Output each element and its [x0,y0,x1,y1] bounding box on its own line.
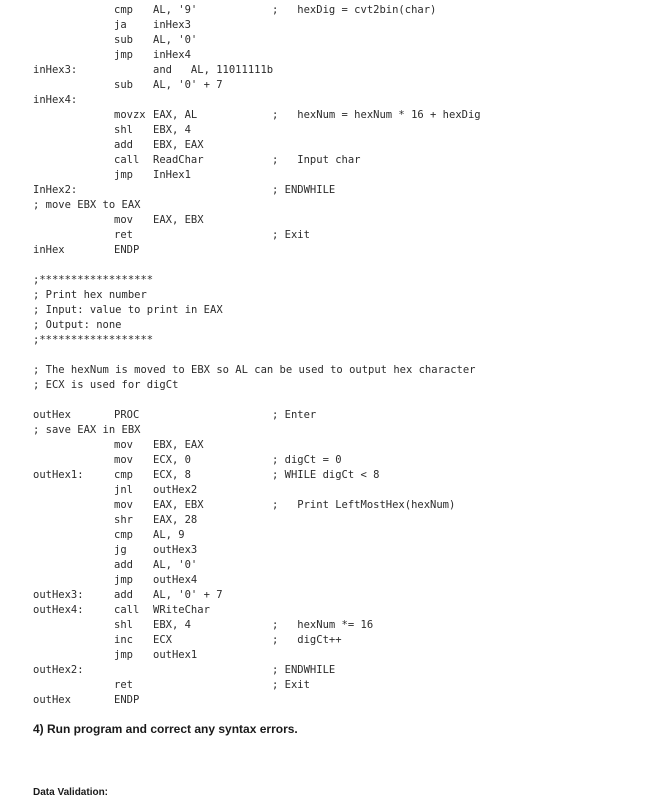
code-mnemonic: jg [114,544,127,556]
code-mnemonic: inc [114,634,133,646]
code-operands: EAX, 28 [153,514,198,526]
code-mnemonic: ENDP [114,694,140,706]
code-label: ; The hexNum is moved to EBX so AL can be used to output hex character [33,364,476,376]
code-comment: ; WHILE digCt < 8 [272,469,380,481]
code-operands: ReadChar [153,154,204,166]
code-operands: EBX, 4 [153,619,191,631]
code-operands: outHex2 [153,484,198,496]
code-mnemonic: mov [114,214,133,226]
code-mnemonic: mov [114,499,133,511]
code-label: inHex4: [33,94,78,106]
code-comment: ; digCt++ [272,634,342,646]
code-operands: EAX, EBX [153,214,204,226]
code-operands: EAX, EBX [153,499,204,511]
code-mnemonic: mov [114,454,133,466]
code-label: outHex [33,409,71,421]
code-operands: inHex3 [153,19,191,31]
code-operands: outHex4 [153,574,198,586]
code-operands: EBX, 4 [153,124,191,136]
code-operands: EBX, EAX [153,139,204,151]
code-mnemonic: shl [114,124,133,136]
code-comment: ; Input char [272,154,361,166]
code-operands: ECX [153,634,172,646]
code-label: ; move EBX to EAX [33,199,141,211]
code-operands: AL, '9' [153,4,198,16]
code-mnemonic: call [114,154,140,166]
code-operands: ECX, 0 [153,454,191,466]
code-comment: ; Enter [272,409,317,421]
code-label: outHex1: [33,469,84,481]
code-label: ; Input: value to print in EAX [33,304,223,316]
code-mnemonic: ret [114,229,133,241]
code-mnemonic: mov [114,439,133,451]
code-comment: ; digCt = 0 [272,454,342,466]
code-mnemonic: jmp [114,49,133,61]
code-operands: and AL, 11011111b [153,64,274,76]
code-label: outHex2: [33,664,84,676]
code-mnemonic: jmp [114,649,133,661]
step-heading: 4) Run program and correct any syntax errors. [33,722,298,736]
code-operands: AL, '0' [153,559,198,571]
code-mnemonic: jnl [114,484,133,496]
code-operands: AL, 9 [153,529,185,541]
code-mnemonic: PROC [114,409,140,421]
code-mnemonic: ja [114,19,127,31]
code-comment: ; hexNum *= 16 [272,619,374,631]
code-mnemonic: add [114,559,133,571]
data-validation-label: Data Validation: [33,787,109,798]
code-mnemonic: call [114,604,140,616]
code-mnemonic: add [114,139,133,151]
code-mnemonic: ret [114,679,133,691]
code-label: inHex [33,244,65,256]
code-operands: EBX, EAX [153,439,204,451]
code-mnemonic: movzx [114,109,146,121]
code-mnemonic: shl [114,619,133,631]
code-operands: inHex4 [153,49,191,61]
code-label: outHex3: [33,589,84,601]
code-comment: ; hexNum = hexNum * 16 + hexDig [272,109,481,121]
code-mnemonic: cmp [114,529,133,541]
code-label: InHex2: [33,184,78,196]
code-operands: EAX, AL [153,109,198,121]
code-label: ; save EAX in EBX [33,424,141,436]
code-operands: outHex3 [153,544,198,556]
code-operands: outHex1 [153,649,198,661]
code-label: outHex4: [33,604,84,616]
code-mnemonic: jmp [114,574,133,586]
code-operands: InHex1 [153,169,191,181]
code-mnemonic: sub [114,79,133,91]
code-operands: AL, '0' + 7 [153,589,223,601]
code-mnemonic: shr [114,514,133,526]
code-comment: ; Print LeftMostHex(hexNum) [272,499,456,511]
code-operands: AL, '0' [153,34,198,46]
code-label: inHex3: [33,64,78,76]
code-mnemonic: add [114,589,133,601]
code-operands: AL, '0' + 7 [153,79,223,91]
code-mnemonic: cmp [114,4,133,16]
code-label: ; ECX is used for digCt [33,379,179,391]
code-label: outHex [33,694,71,706]
code-comment: ; ENDWHILE [272,664,336,676]
code-operands: WRiteChar [153,604,210,616]
code-mnemonic: cmp [114,469,133,481]
code-mnemonic: sub [114,34,133,46]
code-comment: ; ENDWHILE [272,184,336,196]
code-comment: ; Exit [272,229,310,241]
code-comment: ; Exit [272,679,310,691]
code-operands: ECX, 8 [153,469,191,481]
code-comment: ; hexDig = cvt2bin(char) [272,4,437,16]
code-mnemonic: ENDP [114,244,140,256]
code-label: ; Output: none [33,319,122,331]
code-mnemonic: jmp [114,169,133,181]
code-label: ;****************** [33,274,154,286]
code-label: ; Print hex number [33,289,147,301]
code-label: ;****************** [33,334,154,346]
